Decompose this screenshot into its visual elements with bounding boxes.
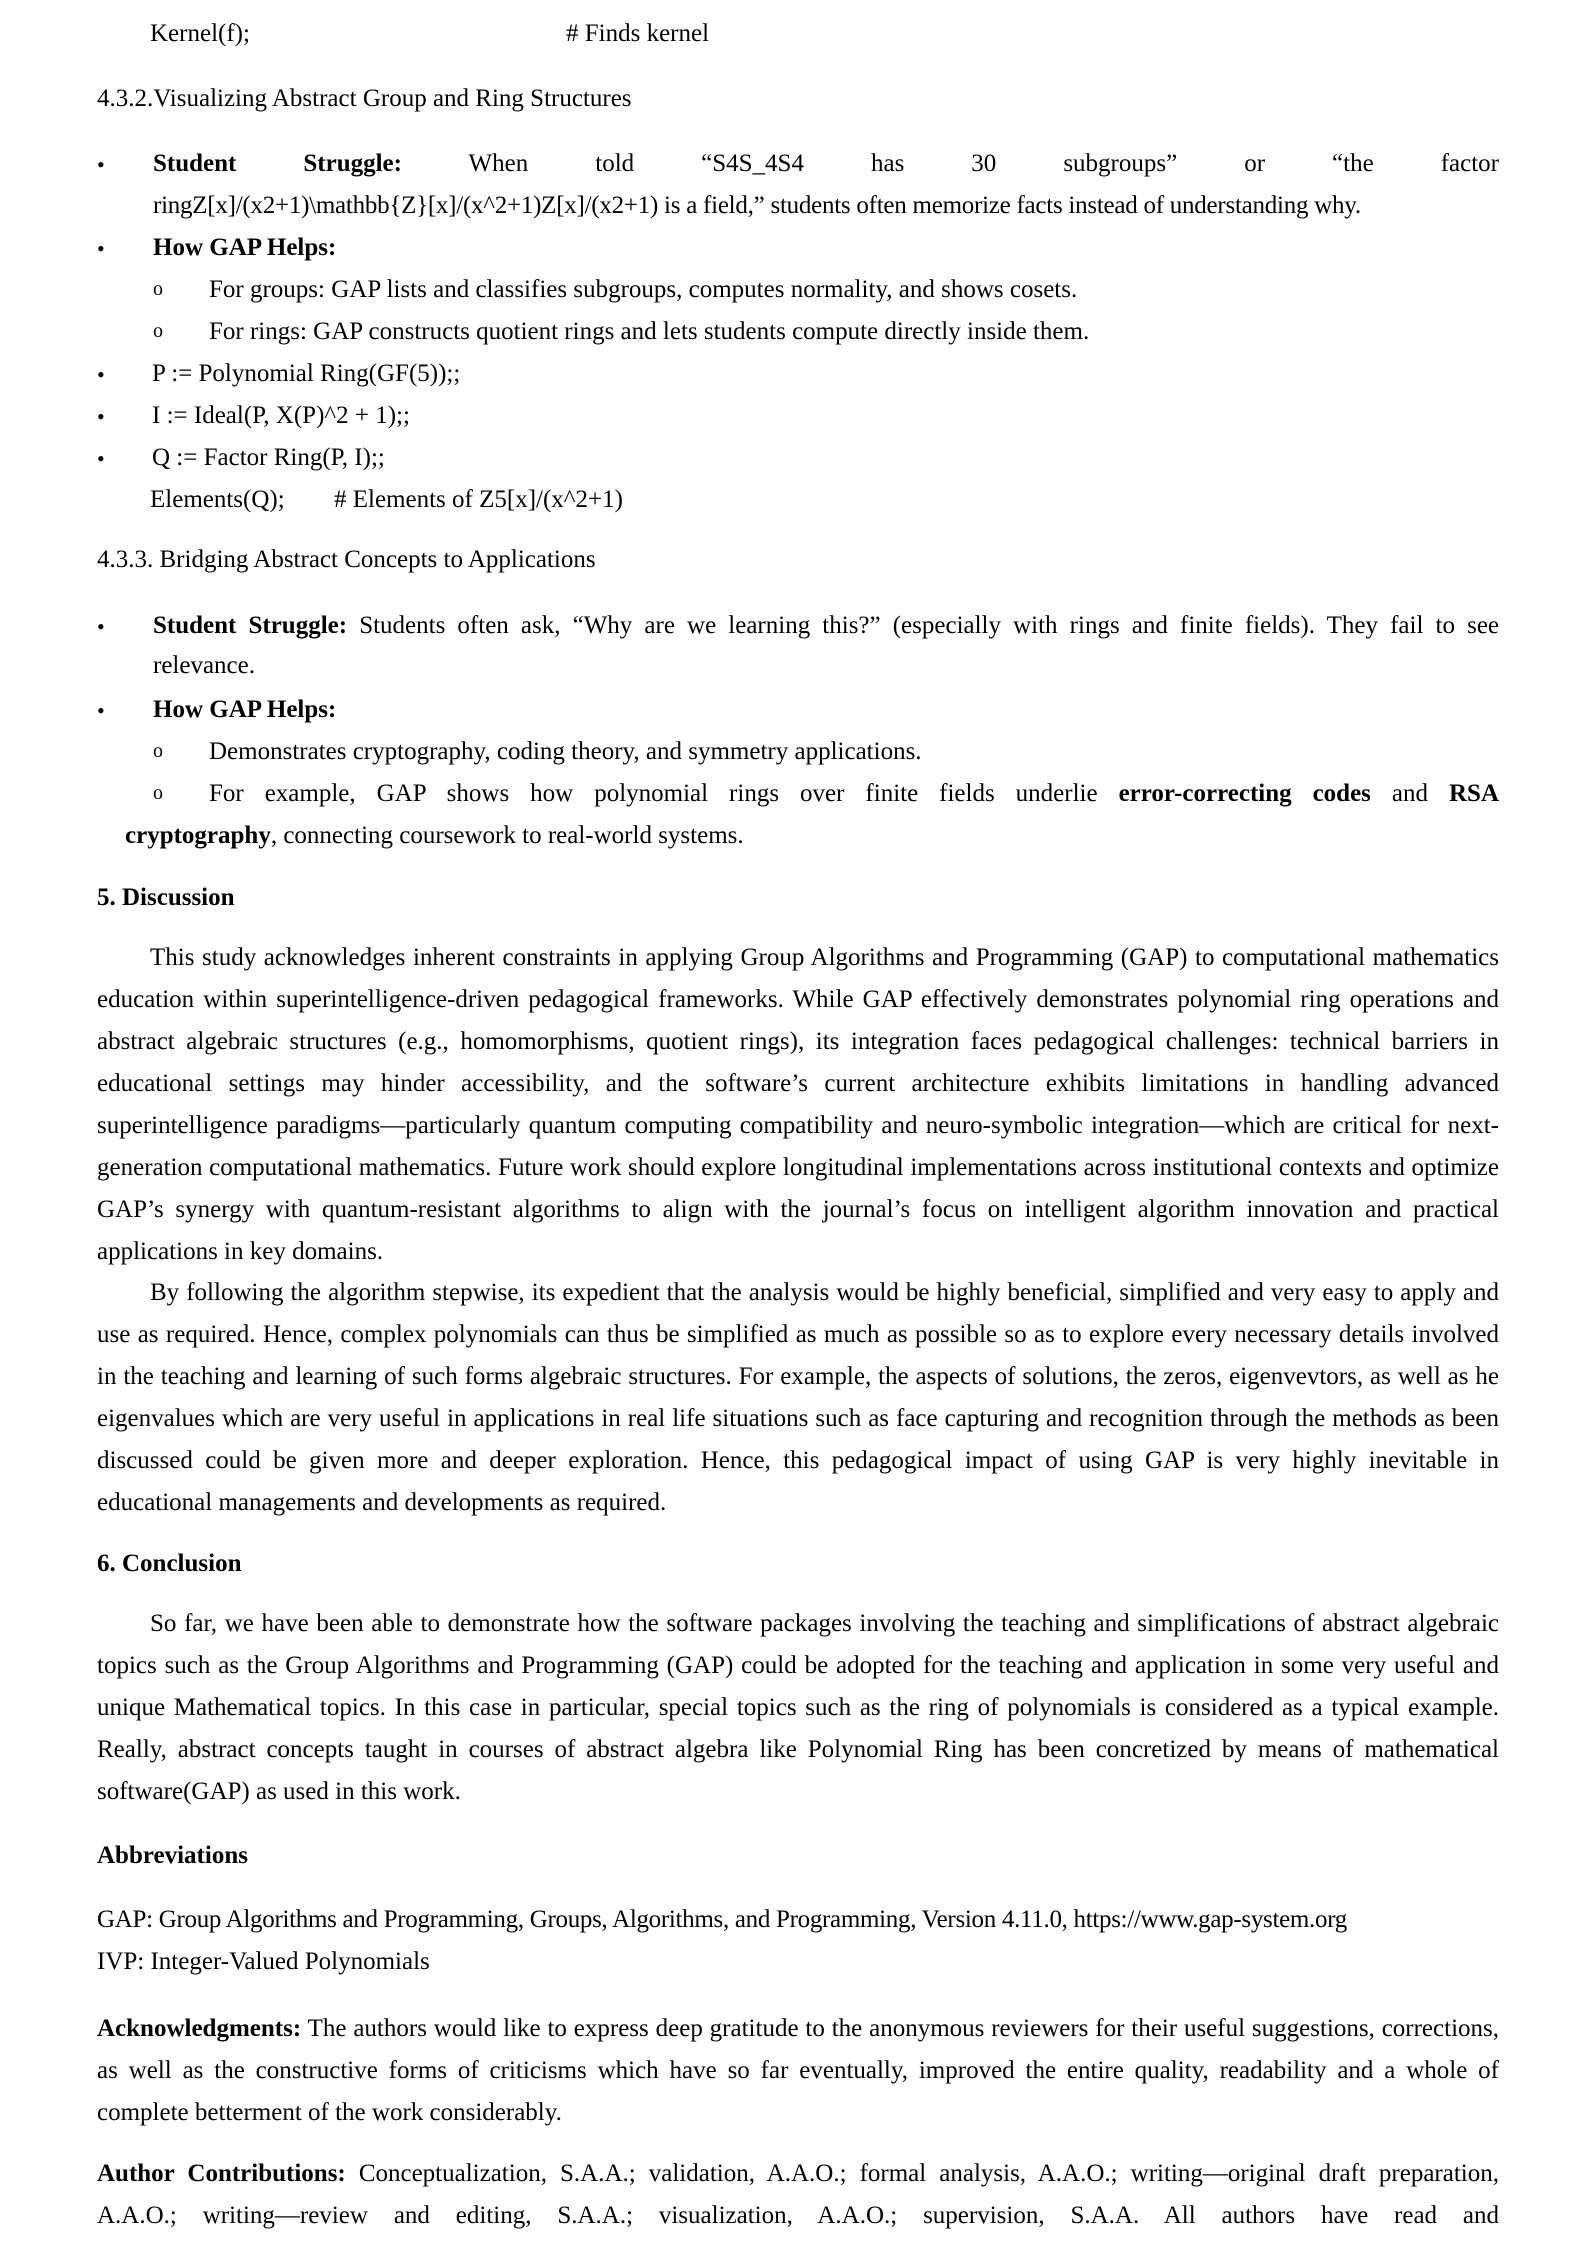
helps-item-rings: For rings: GAP constructs quotient rings and lets students compute directly inside them. bbox=[209, 318, 1090, 345]
bullet-icon: • bbox=[97, 362, 105, 387]
acknowledgments-paragraph bbox=[97, 2008, 1499, 2134]
student-struggle-line2: ringZ[x]/(x2+1)\mathbb{Z}[x]/(x^2+1)Z[x]/(x2+1) is a field,” students often memorize facts instead of understanding why. bbox=[153, 192, 1361, 219]
example-text: For example, GAP shows how polynomial rings over finite fields underlie bbox=[209, 780, 1098, 807]
student-struggle-2-label: Student Struggle: bbox=[153, 612, 348, 639]
code-kernel-comment: # Finds kernel bbox=[566, 20, 710, 47]
bullet-icon: • bbox=[97, 236, 105, 261]
how-gap-helps-label: How GAP Helps: bbox=[153, 234, 337, 261]
bullet-icon: • bbox=[97, 614, 105, 639]
bullet-icon: • bbox=[97, 446, 105, 471]
acknowledgments-text: The authors would like to express deep gratitude to the anonymous reviewers for their useful suggestions, corrections, as well as the constructive forms of criticisms which have so far eventually, improved the entire quality, readability and a whole of complete betterment of the work considerably. bbox=[97, 2015, 1499, 2126]
student-struggle-2-line1 bbox=[153, 612, 1499, 640]
student-struggle-2-text: Students often ask, “Why are we learning this?” (especially with rings and finite fields). They fail to see bbox=[359, 612, 1500, 639]
section-heading-conclusion: 6. Conclusion bbox=[97, 1550, 242, 1577]
how-gap-helps-2-label: How GAP Helps: bbox=[153, 696, 337, 723]
helps-item-groups: For groups: GAP lists and classifies subgroups, computes normality, and shows cosets. bbox=[209, 276, 1078, 303]
student-struggle-text: When told “S4S_4S4 has 30 subgroups” or “the factor bbox=[468, 150, 1499, 177]
section-heading-discussion: 5. Discussion bbox=[97, 884, 235, 911]
student-struggle-2-line2: relevance. bbox=[153, 652, 256, 679]
subbullet-icon: o bbox=[153, 320, 163, 342]
abbreviation-ivp: IVP: Integer-Valued Polynomials bbox=[97, 1948, 430, 1975]
section-heading-4-3-3: 4.3.3. Bridging Abstract Concepts to Applications bbox=[97, 546, 596, 573]
bullet-icon: • bbox=[97, 404, 105, 429]
discussion-paragraph-2: By following the algorithm stepwise, its expedient that the analysis would be highly beneficial, simplified and very easy to apply and use as required. Hence, complex polynomials can thus be simplified as much as possible so as to explore every necessary details involved in the teaching and learning of such forms algebraic structures. For example, the aspects of solutions, the zeros, eigenvevtors, as well as he eigenvalues which are very useful in applications in real life situations such as face capturing and recognition through the methods as been discussed could be given more and deeper exploration. Hence, this pedagogical impact of using GAP is very highly inevitable in educational managements and developments as required. bbox=[97, 1279, 1499, 1516]
subbullet-icon: o bbox=[153, 740, 163, 762]
code-elements: Elements(Q); bbox=[150, 486, 285, 513]
discussion-paragraph-1: This study acknowledges inherent constraints in applying Group Algorithms and Programming (GAP) to computational mathematics education within superintelligence-driven pedagogical frameworks. While GAP effectively demonstrates polynomial ring operations and abstract algebraic structures (e.g., homomorphisms, quotient rings), its integration faces pedagogical challenges: technical barriers in educational settings may hinder accessibility, and the software’s current architecture exhibits limitations in handling advanced superintelligence paradigms—particularly quantum computing compatibility and neuro-symbolic integration—which are critical for next-generation computational mathematics. Future work should explore longitudinal implementations across institutional contexts and optimize GAP’s synergy with quantum-resistant algorithms to align with the journal’s focus on intelligent algorithm innovation and practical applications in key domains. bbox=[97, 944, 1499, 1265]
student-struggle-label: Student Struggle: bbox=[153, 150, 402, 177]
acknowledgments-label: Acknowledgments: bbox=[97, 2015, 302, 2042]
author-contributions-paragraph bbox=[97, 2153, 1499, 2237]
helps-item-example-line2 bbox=[125, 822, 744, 850]
student-struggle-line1 bbox=[153, 150, 1499, 178]
example-and: and bbox=[1391, 780, 1429, 807]
subbullet-icon: o bbox=[153, 278, 163, 300]
abbreviation-gap: GAP: Group Algorithms and Programming, Groups, Algorithms, and Programming, Version 4.11.0, https://www.gap-system.org bbox=[97, 1906, 1347, 1933]
helps-item-demonstrates: Demonstrates cryptography, coding theory, and symmetry applications. bbox=[209, 738, 922, 765]
example-bold-rsa: RSA bbox=[1449, 780, 1500, 807]
section-heading-abbreviations: Abbreviations bbox=[97, 1842, 248, 1869]
conclusion-paragraph: So far, we have been able to demonstrate how the software packages involving the teaching and simplifications of abstract algebraic topics such as the Group Algorithms and Programming (GAP) could be adopted for the teaching and application in some very useful and unique Mathematical topics. In this case in particular, special topics such as the ring of polynomials is considered as a typical example. Really, abstract concepts taught in courses of abstract algebra like Polynomial Ring has been concretized by means of mathematical software(GAP) as used in this work. bbox=[97, 1610, 1499, 1805]
code-elements-comment: # Elements of Z5[x]/(x^2+1) bbox=[334, 486, 623, 513]
helps-item-example-line1 bbox=[209, 780, 1499, 808]
bullet-icon: • bbox=[97, 698, 105, 723]
code-ideal: I := Ideal(P, X(P)^2 + 1);; bbox=[152, 402, 410, 429]
code-kernel: Kernel(f); bbox=[150, 20, 250, 47]
code-factor-ring: Q := Factor Ring(P, I);; bbox=[152, 444, 385, 471]
subbullet-icon: o bbox=[153, 782, 163, 804]
author-contributions-label: Author Contributions: bbox=[97, 2160, 346, 2187]
author-contributions-text: Conceptualization, S.A.A.; validation, A.A.O.; formal analysis, A.A.O.; writing—original draft preparation, A.A.O.; writing—review and editing, S.A.A.; visualization, A.A.O.; supervision, S.A.A. All authors have read and bbox=[97, 2160, 1499, 2229]
example-bold-ecc: error-correcting codes bbox=[1118, 780, 1371, 807]
section-heading-4-3-2: 4.3.2.Visualizing Abstract Group and Ring Structures bbox=[97, 85, 632, 112]
bullet-icon: • bbox=[97, 152, 105, 177]
example-bold-cryptography: cryptography bbox=[125, 822, 271, 849]
code-polynomial-ring: P := Polynomial Ring(GF(5));; bbox=[152, 360, 461, 387]
example-post: , connecting coursework to real-world systems. bbox=[270, 822, 744, 849]
